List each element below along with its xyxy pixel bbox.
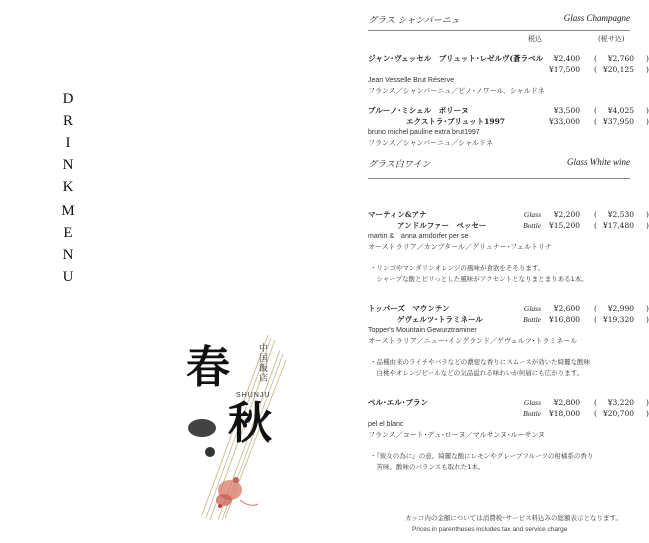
paren-open: ( <box>594 315 597 324</box>
menu-title <box>60 200 76 288</box>
wine-item <box>368 53 649 97</box>
section-title-jp: グラス白ワイン <box>368 160 431 170</box>
price-incl: ¥15,200 <box>548 221 580 230</box>
paren-open: ( <box>594 304 597 313</box>
paren-open: ( <box>594 210 597 219</box>
tasting-note: ・リンゴやマンダリンオレンジの風味が食欲をそそります。 <box>370 264 545 272</box>
wine-name-latin: Jean Vesselle Brut Réserve <box>368 77 454 84</box>
logo-english-text: SHUNJU <box>236 392 271 399</box>
price-row <box>368 408 649 419</box>
detail-row <box>368 242 638 253</box>
wine-name: マーティン&アナ <box>368 210 427 219</box>
serve-label: Bottle <box>523 409 541 418</box>
wine-origin: フランス／コート･デュ･ローヌ／マルサンヌ･ルーサンヌ <box>368 431 545 439</box>
title-letter: K <box>62 179 74 195</box>
wine-name: ジャン･ヴェッセル ブリュット･レゼルヴ(蒼ラベル <box>368 54 544 63</box>
wine-item <box>368 209 649 253</box>
wine-name: トッパーズ マウンテン <box>368 304 450 313</box>
logo-japanese-text: 中国飯店 <box>257 343 267 383</box>
wine-item <box>368 105 649 149</box>
detail-row <box>368 430 638 441</box>
tasting-note: ・『彼女の為に』の意。綺麗な酸にレモンやグレープフルーツの柑橘系の香り <box>370 452 594 460</box>
price-with-service: ¥20,125 <box>602 65 634 74</box>
paren-open: ( <box>594 54 597 63</box>
paren-close: ) <box>646 409 649 418</box>
title-letter: U <box>62 269 74 285</box>
title-letter: I <box>65 135 71 151</box>
detail-row <box>368 86 638 97</box>
price-with-service: ¥2,760 <box>607 54 634 63</box>
section-title-en: Glass White wine <box>567 157 630 167</box>
price-incl: ¥2,200 <box>553 210 580 219</box>
wine-origin: フランス／シャンパーニュ／ピノ･ノワール、シャルドネ <box>368 87 545 95</box>
wine-name-latin: Topper's Mountain Gewurztraminer <box>368 327 477 334</box>
wine-name-cont: アンドルファー ペッセー <box>397 221 487 230</box>
footer-note-en: Prices in parentheses includes tax and service charge <box>412 526 568 533</box>
paren-close: ) <box>646 106 649 115</box>
serve-label: Glass <box>523 398 541 407</box>
price-incl: ¥33,000 <box>548 117 580 126</box>
price-with-service: ¥19,320 <box>602 315 634 324</box>
paren-close: ) <box>646 117 649 126</box>
wine-name-cont: ゲヴェルツ･トラミネール <box>397 315 483 324</box>
title-letter: M <box>61 203 75 219</box>
wine-name-latin: martin & anna arndorfer per se <box>368 233 469 240</box>
detail-row <box>368 419 638 430</box>
paren-close: ) <box>646 221 649 230</box>
price-row <box>368 397 649 408</box>
serve-label: Glass <box>523 210 541 219</box>
price-row <box>368 105 649 116</box>
price-header-excl: (税サ込) <box>598 35 625 43</box>
section-white-header <box>368 157 630 173</box>
divider <box>368 178 630 179</box>
price-row <box>368 314 649 325</box>
drink-title <box>60 88 76 198</box>
price-row <box>368 220 649 231</box>
detail-row <box>368 127 638 138</box>
wine-name-latin: bruno michel pauline extra brut1997 <box>368 129 480 136</box>
price-with-service: ¥20,700 <box>602 409 634 418</box>
price-row <box>368 53 649 64</box>
section-title-en: Glass Champagne <box>563 13 630 23</box>
paren-close: ) <box>646 315 649 324</box>
wine-item <box>368 397 649 441</box>
price-incl: ¥17,500 <box>548 65 580 74</box>
paren-open: ( <box>594 106 597 115</box>
footer-note-jp: カッコ内の金額については消費税･サービス料込みの総額表示となります。 <box>405 514 623 522</box>
detail-row <box>368 336 638 347</box>
price-with-service: ¥17,480 <box>602 221 634 230</box>
paren-close: ) <box>646 65 649 74</box>
price-incl: ¥2,600 <box>553 304 580 313</box>
tasting-note: ・品種由来のライチやバラなどの濃密な香りにスムースが効いた綺麗な酸味 <box>370 358 591 366</box>
wine-name: ペル･エル･ブラン <box>368 398 428 407</box>
price-with-service: ¥4,025 <box>607 106 634 115</box>
wine-name: ブルーノ･ミシェル ポリーヌ <box>368 106 469 115</box>
price-with-service: ¥2,990 <box>607 304 634 313</box>
price-row <box>368 116 649 127</box>
wine-item <box>368 303 649 347</box>
price-with-service: ¥37,950 <box>602 117 634 126</box>
detail-row <box>368 231 638 242</box>
paren-open: ( <box>594 221 597 230</box>
price-with-service: ¥2,530 <box>607 210 634 219</box>
paren-close: ) <box>646 210 649 219</box>
price-incl: ¥18,000 <box>548 409 580 418</box>
price-incl: ¥2,400 <box>553 54 580 63</box>
tasting-note: 白桃やオレンジピールなどの気品溢れる味わいが何層にも広がります。 <box>370 369 584 377</box>
price-header-incl: 税込 <box>528 35 542 43</box>
paren-open: ( <box>594 398 597 407</box>
section-title-jp: グラス シャンパーニュ <box>368 16 460 26</box>
divider <box>368 30 630 31</box>
paren-open: ( <box>594 65 597 74</box>
section-champagne-header <box>368 13 630 29</box>
serve-label: Bottle <box>523 221 541 230</box>
logo-char-1: 春 <box>186 342 230 393</box>
shunju-logo <box>180 330 300 530</box>
wine-name-cont: エクストラ･ブリュット1997 <box>406 117 506 126</box>
price-incl: ¥16,800 <box>548 315 580 324</box>
price-incl: ¥2,800 <box>553 398 580 407</box>
serve-label: Bottle <box>523 315 541 324</box>
price-incl: ¥3,500 <box>553 106 580 115</box>
title-letter: D <box>62 91 74 107</box>
paren-close: ) <box>646 54 649 63</box>
detail-row <box>368 138 638 149</box>
title-letter: E <box>63 225 73 241</box>
tasting-note: 苦味、酸味のバランスも取れた1本。 <box>370 463 485 471</box>
title-letter: R <box>62 113 73 129</box>
logo-char-2: 秋 <box>228 398 272 449</box>
wine-origin: オーストラリア／ニュー･イングランド／ゲヴェルツ･トラミネール <box>368 337 578 345</box>
price-row <box>368 209 649 220</box>
price-row <box>368 303 649 314</box>
title-letter: N <box>62 157 74 173</box>
serve-label: Glass <box>523 304 541 313</box>
paren-close: ) <box>646 304 649 313</box>
price-with-service: ¥3,220 <box>607 398 634 407</box>
price-row <box>368 64 649 75</box>
paren-close: ) <box>646 398 649 407</box>
title-letter: N <box>62 247 74 263</box>
tasting-note: シャープな酸とピリっとした風味がアクセントとなりまとまりある1本。 <box>370 275 588 283</box>
wine-name-latin: pel el blanc <box>368 421 404 428</box>
detail-row <box>368 325 638 336</box>
detail-row <box>368 75 638 86</box>
wine-origin: フランス／シャンパーニュ／シャルドネ <box>368 139 493 147</box>
wine-origin: オーストラリア／カンプタール／グリュナー･フェルトリナ <box>368 243 552 251</box>
paren-open: ( <box>594 117 597 126</box>
paren-open: ( <box>594 409 597 418</box>
